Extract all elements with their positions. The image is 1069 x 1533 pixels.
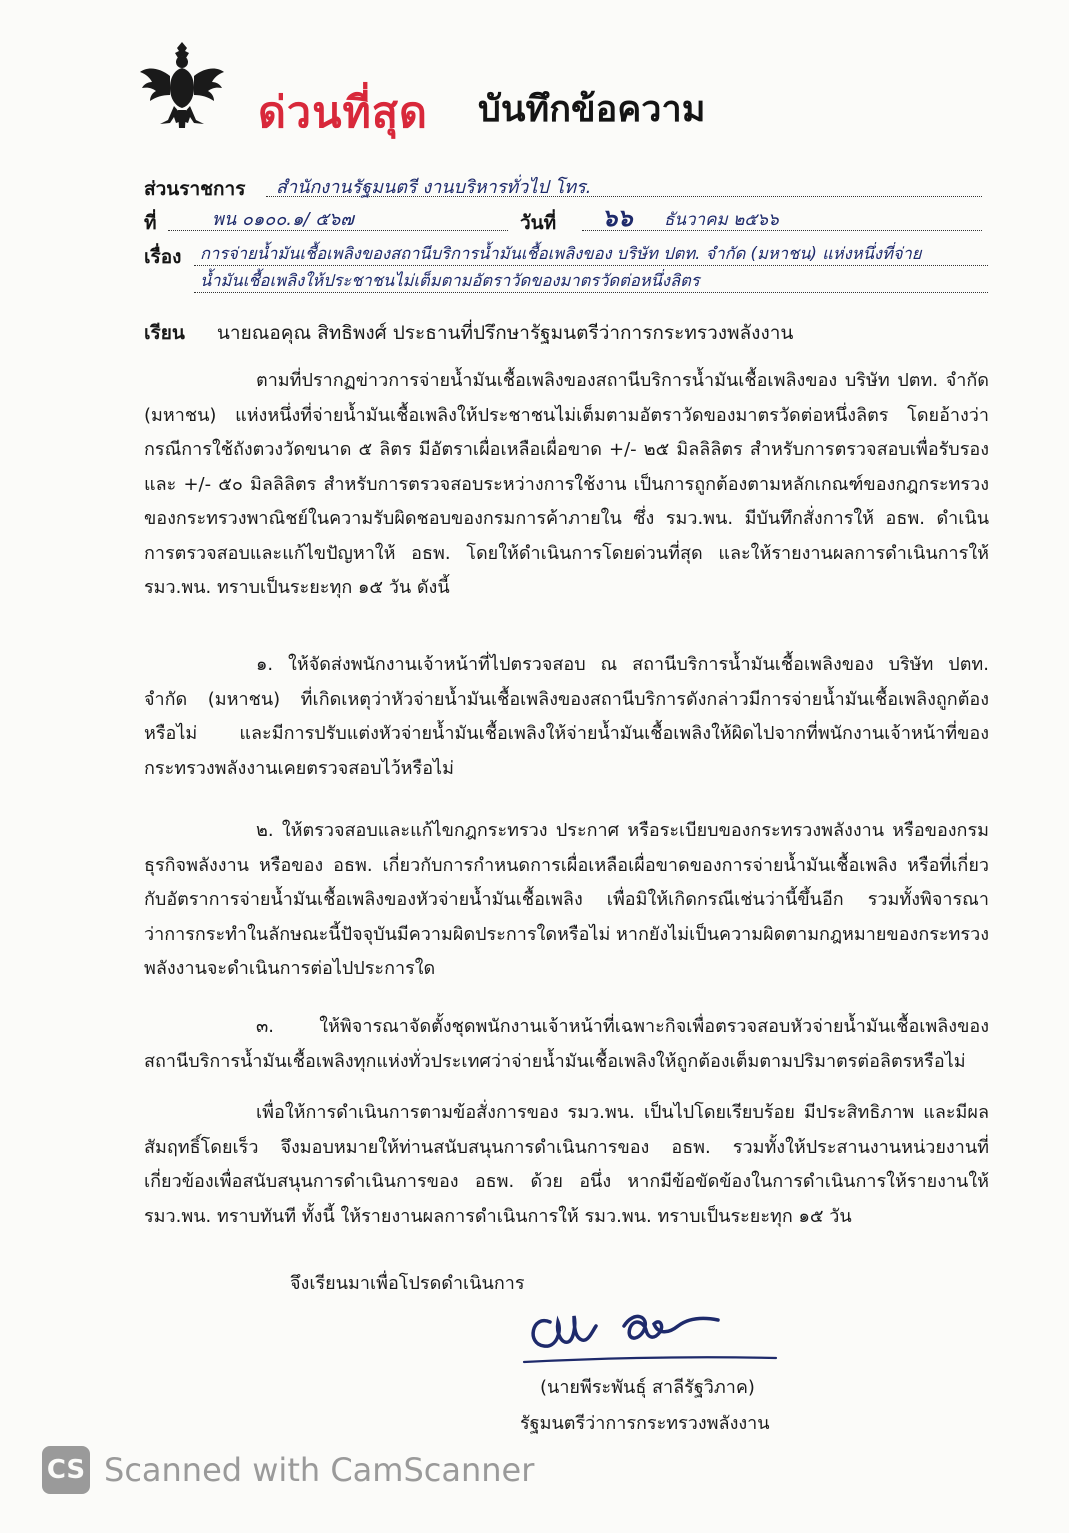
date-day: ๖๖ — [602, 204, 633, 232]
subject-label: เรื่อง — [144, 246, 182, 268]
closing-line: จึงเรียนมาเพื่อโปรดดำเนินการ — [290, 1273, 525, 1294]
body-paragraph-3 — [144, 814, 989, 987]
body-paragraph-1-text: ตามที่ปรากฏข่าวการจ่ายน้ำมันเชื้อเพลิงของสถานีบริการน้ำมันเชื้อเพลิงของ บริษัท ปตท. จำกัด (มหาชน) แห่งหนึ่งที่จ่ายน้ำมันเชื้อเพลิงให้ประชาชนไม่เต็มตามอัตราวัดของมาตรวัดต่อหนึ่งลิตร โดยอ้างว่ากรณีการใช้ถังตวงวัดขนาด ๕ ลิตร มีอัตราเผื่อเหลือเผื่อขาด +/- ๒๕ มิลลิลิตร สำหรับการตรวจสอบเพื่อรับรอง และ +/- ๕๐ มิลลิลิตร สำหรับการตรวจสอบระหว่างการใช้งาน เป็นการถูกต้องตามหลักเกณฑ์ของกฎกระทรวงของกระทรวงพาณิชย์ในความรับผิดชอบของกรมการค้าภายใน ซึ่ง รมว.พน. มีบันทึกสั่งการให้ อธพ. ดำเนินการตรวจสอบและแก้ไขปัญหาให้ อธพ. โดยให้ดำเนินการโดยด่วนที่สุด และให้รายงานผลการดำเนินการให้ รมว.พน. ทราบเป็นระยะทุก ๑๕ วัน ดังนี้ — [144, 370, 989, 598]
signer-name: (นายพีระพันธุ์ สาลีรัฐวิภาค) — [540, 1377, 755, 1398]
body-paragraph-5 — [144, 1096, 989, 1234]
urgent-stamp: ด่วนที่สุด — [258, 88, 428, 138]
handwritten-signature — [520, 1292, 780, 1372]
body-paragraph-1 — [144, 364, 989, 606]
date-dotted-line — [582, 230, 982, 231]
date-label: วันที่ — [520, 212, 557, 234]
ref-value: พน ๐๑๐๐.๑/ ๕๖๗ — [212, 209, 354, 230]
camscanner-logo-icon: CS — [42, 1446, 90, 1494]
date-month-year: ธันวาคม ๒๕๖๖ — [664, 210, 779, 230]
agency-label: ส่วนราชการ — [144, 178, 246, 200]
body-paragraph-5-text: เพื่อให้การดำเนินการตามข้อสั่งการของ รมว.พน. เป็นไปโดยเรียบร้อย มีประสิทธิภาพ และมีผลสัมฤทธิ์โดยเร็ว จึงมอบหมายให้ท่านสนับสนุนการดำเนินการของ อธพ. รวมทั้งให้ประสานงานหน่วยงานที่เกี่ยวข้องเพื่อสนับสนุนการดำเนินการของ อธพ. ด้วย อนึ่ง หากมีข้อขัดข้องในการดำเนินการให้รายงานให้ รมว.พน. ทราบทันที ทั้งนี้ ให้รายงานผลการดำเนินการให้ รมว.พน. ทราบเป็นระยะทุก ๑๕ วัน — [144, 1102, 989, 1227]
body-paragraph-3-text: ๒. ให้ตรวจสอบและแก้ไขกฎกระทรวง ประกาศ หรือระเบียบของกระทรวงพลังงาน หรือของกรมธุรกิจพลังงาน หรือของ อธพ. เกี่ยวกับการกำหนดการเผื่อเหลือเผื่อขาดของการจ่ายน้ำมันเชื้อเพลิง หรือที่เกี่ยวกับอัตราการจ่ายน้ำมันเชื้อเพลิงของหัวจ่ายน้ำมันเชื้อเพลิง เพื่อมิให้เกิดกรณีเช่นว่านี้ขึ้นอีก รวมทั้งพิจารณาว่าการกระทำในลักษณะนี้ปัจจุบันมีความผิดประการใดหรือไม่ หากยังไม่เป็นความผิดตามกฎหมายของกระทรวงพลังงานจะดำเนินการต่อไปประการใด — [144, 820, 989, 979]
salutation — [144, 318, 793, 348]
subject-line-2: น้ำมันเชื้อเพลิงให้ประชาชนไม่เต็มตามอัตราวัดของมาตรวัดต่อหนึ่งลิตร — [200, 271, 700, 290]
body-paragraph-2-text: ๑. ให้จัดส่งพนักงานเจ้าหน้าที่ไปตรวจสอบ ณ สถานีบริการน้ำมันเชื้อเพลิงของ บริษัท ปตท. จำกัด (มหาชน) ที่เกิดเหตุว่าหัวจ่ายน้ำมันเชื้อเพลิงของสถานีบริการดังกล่าวมีการจ่ายน้ำมันเชื้อเพลิงถูกต้องหรือไม่ และมีการปรับแต่งหัวจ่ายน้ำมันเชื้อเพลิงให้จ่ายน้ำมันเชื้อเพลิงให้ผิดไปจากที่พนักงานเจ้าหน้าที่ของกระทรวงพลังงานเคยตรวจสอบไว้หรือไม่ — [144, 654, 989, 779]
signer-position: รัฐมนตรีว่าการกระทรวงพลังงาน — [520, 1413, 770, 1434]
memo-title: บันทึกข้อความ — [478, 89, 706, 130]
watermark-text: Scanned with CamScanner — [104, 1451, 535, 1489]
salutation-recipient: นายณอคุณ สิทธิพงศ์ ประธานที่ปรึกษารัฐมนตรีว่าการกระทรวงพลังงาน — [216, 322, 794, 344]
body-paragraph-4 — [144, 1010, 989, 1079]
body-paragraph-4-text: ๓. ให้พิจารณาจัดตั้งชุดพนักงานเจ้าหน้าที่เฉพาะกิจเพื่อตรวจสอบหัวจ่ายน้ำมันเชื้อเพลิงของสถานีบริการน้ำมันเชื้อเพลิงทุกแห่งทั่วประเทศว่าจ่ายน้ำมันเชื้อเพลิงให้ถูกต้องเต็มตามปริมาตรต่อลิตรหรือไม่ — [144, 1016, 989, 1072]
ref-label: ที่ — [144, 212, 157, 234]
subject-line-1: การจ่ายน้ำมันเชื้อเพลิงของสถานีบริการน้ำมันเชื้อเพลิงของ บริษัท ปตท. จำกัด (มหาชน) แห่งหนึ่งที่จ่าย — [200, 244, 922, 263]
agency-value: สำนักงานรัฐมนตรี งานบริหารทั่วไป โทร. — [276, 177, 592, 198]
body-paragraph-2 — [144, 648, 989, 786]
garuda-emblem-icon — [136, 36, 228, 136]
camscanner-watermark — [42, 1446, 534, 1494]
salutation-label: เรียน — [144, 322, 185, 344]
